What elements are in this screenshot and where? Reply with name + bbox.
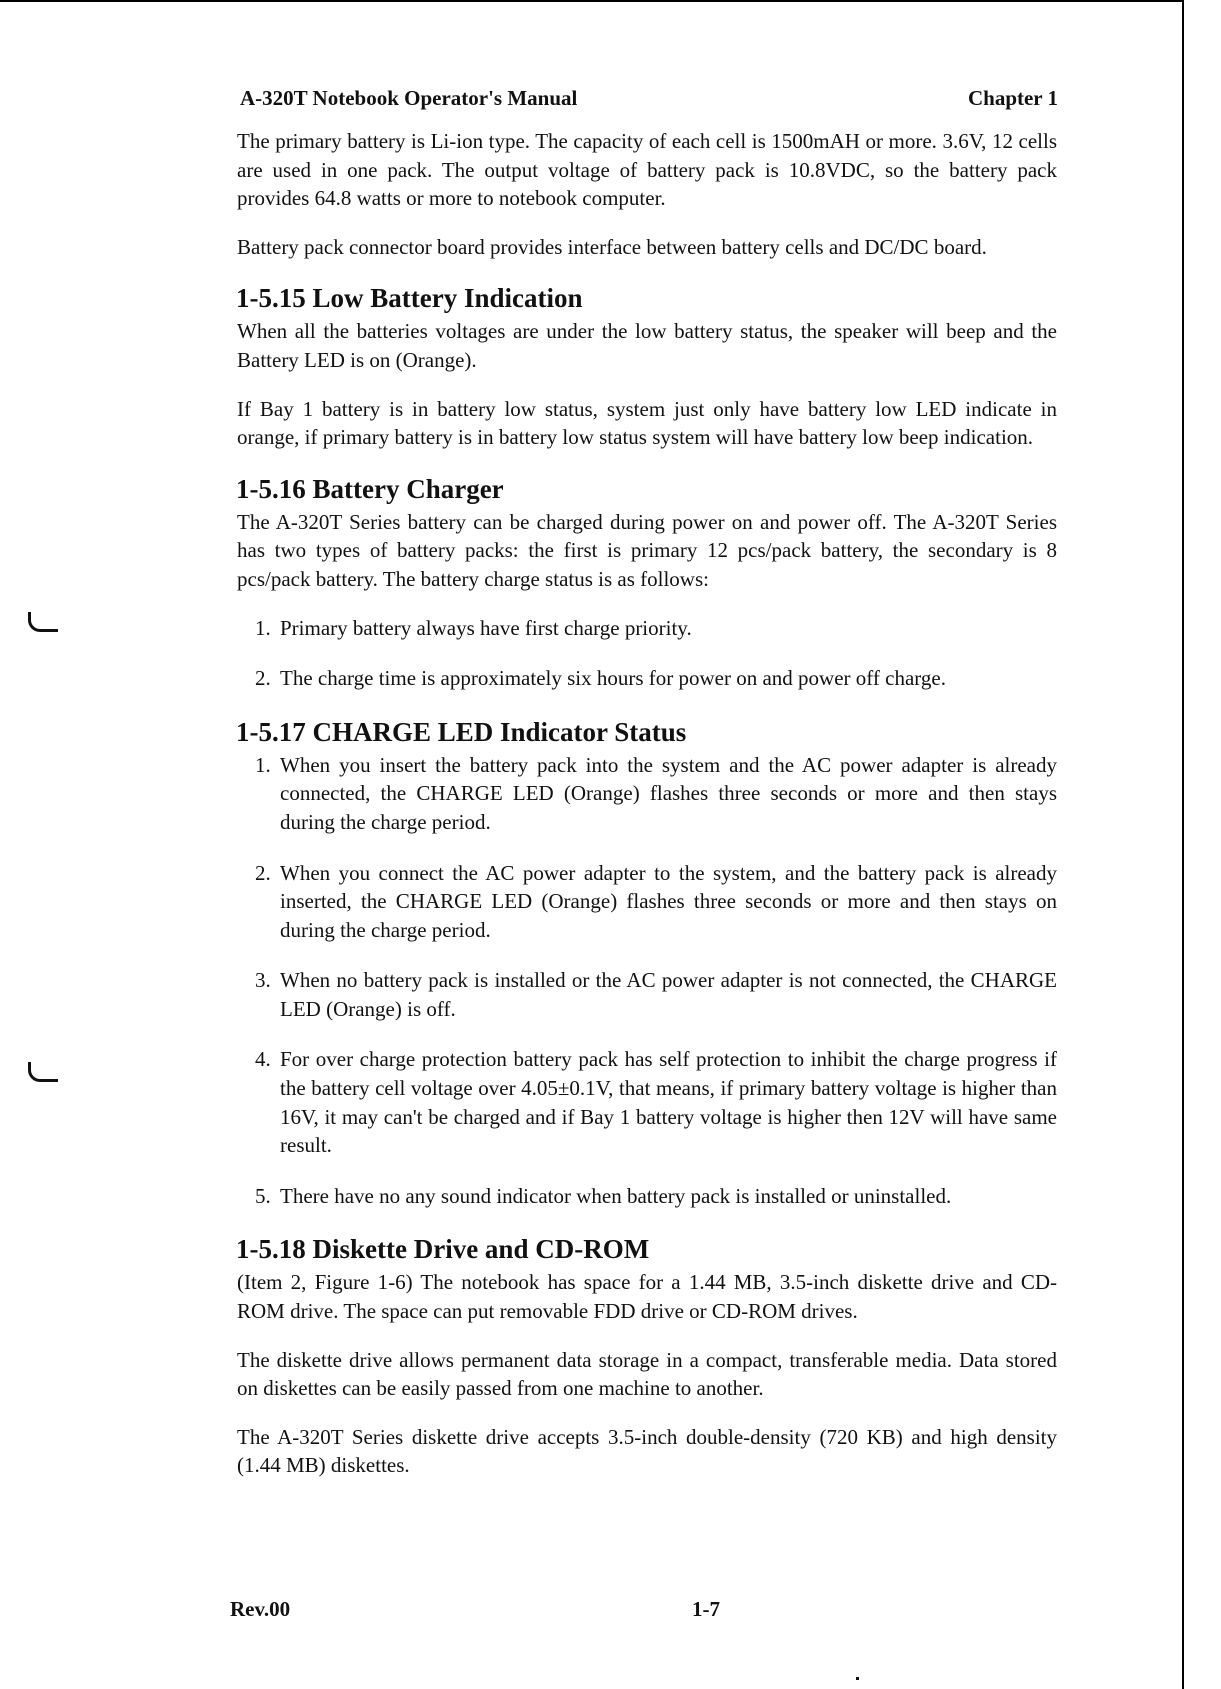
page-content (237, 127, 1057, 1500)
page-footer (230, 1597, 1060, 1622)
list-number: 1. (255, 752, 271, 777)
revision-label: Rev.00 (230, 1597, 291, 1621)
binding-hole-mark (28, 612, 58, 632)
list-item (237, 1045, 1057, 1159)
list-item (237, 1182, 1057, 1211)
intro-paragraph: The primary battery is Li-ion type. The capacity of each cell is 1500mAH or more. 3.6V, 12 cells are used in one pack. The output voltage of battery pack is 10.8VDC, so the battery pack provides 64.8 watts or more to notebook computer. (237, 129, 1057, 211)
paragraph: When all the batteries voltages are under the low battery status, the speaker will beep and the Battery LED is on (Orange). (237, 319, 1057, 372)
chapter-label: Chapter 1 (967, 86, 1058, 110)
paragraph: (Item 2, Figure 1-6) The notebook has space for a 1.44 MB, 3.5-inch diskette drive and CD-ROM drive. The space can put removable FDD drive or CD-ROM drives. (237, 1270, 1057, 1324)
charge-status-list (237, 614, 1057, 693)
list-number: 4. (255, 1047, 271, 1072)
top-border-line (0, 0, 1182, 2)
list-text: The charge time is approximately six hours for power on and power off charge. (280, 666, 946, 691)
section-heading: 1-5.18 Diskette Drive and CD-ROM (236, 1234, 650, 1265)
section-heading: 1-5.16 Battery Charger (236, 473, 504, 504)
list-number: 5. (255, 1183, 271, 1208)
led-status-list (237, 751, 1057, 1211)
page-header (240, 86, 1058, 111)
list-number: 1. (255, 615, 271, 640)
section-heading: 1-5.15 Low Battery Indication (236, 283, 583, 314)
page-number: 1-7 (692, 1597, 720, 1621)
list-text: For over charge protection battery pack has self protection to inhibit the charge progress if the battery cell voltage over 4.05±0.1V, that means, if primary battery voltage is higher than 16V, it may can't be charged and if Bay 1 battery voltage is higher then 12V will have same result. (280, 1047, 1057, 1158)
list-item (237, 751, 1057, 837)
section-heading: 1-5.17 CHARGE LED Indicator Status (236, 716, 687, 747)
paragraph: The A-320T Series diskette drive accepts 3.5-inch double-density (720 KB) and high density (1.44 MB) diskettes. (237, 1424, 1057, 1478)
list-text: When you connect the AC power adapter to the system, and the battery pack is already inserted, the CHARGE LED (Orange) flashes three seconds or more and then stays on during the charge period. (280, 860, 1057, 942)
list-text: When you insert the battery pack into the system and the AC power adapter is already connected, the CHARGE LED (Orange) flashes three seconds or more and then stays during the charge period. (280, 752, 1057, 834)
paragraph: The A-320T Series battery can be charged during power on and power off. The A-320T Series has two types of battery packs: the first is primary 12 pcs/pack battery, the secondary is 8 pcs/pack battery. The battery charge status is as follows: (237, 509, 1057, 591)
list-item (237, 859, 1057, 945)
list-item (237, 614, 1057, 643)
intro-paragraph: Battery pack connector board provides interface between battery cells and DC/DC board. (237, 234, 987, 259)
list-text: There have no any sound indicator when battery pack is installed or uninstalled. (280, 1183, 952, 1208)
right-border-line (1182, 0, 1184, 1689)
list-text: When no battery pack is installed or the AC power adapter is not connected, the CHARGE LED (Orange) is off. (280, 968, 1057, 1021)
paragraph: The diskette drive allows permanent data storage in a compact, transferable media. Data stored on diskettes can be easily passed from one machine to another. (237, 1347, 1057, 1401)
list-item (237, 664, 1057, 693)
list-number: 2. (255, 860, 271, 885)
list-text: Primary battery always have first charge priority. (280, 615, 692, 640)
list-number: 3. (255, 968, 271, 993)
list-number: 2. (255, 666, 271, 691)
manual-title: A-320T Notebook Operator's Manual (240, 86, 578, 110)
list-item (237, 966, 1057, 1023)
binding-hole-mark (28, 1062, 58, 1082)
paragraph: If Bay 1 battery is in battery low status, system just only have battery low LED indicate in orange, if primary battery is in battery low status system will have battery low beep indication. (237, 396, 1057, 450)
scan-speck (856, 1677, 859, 1680)
